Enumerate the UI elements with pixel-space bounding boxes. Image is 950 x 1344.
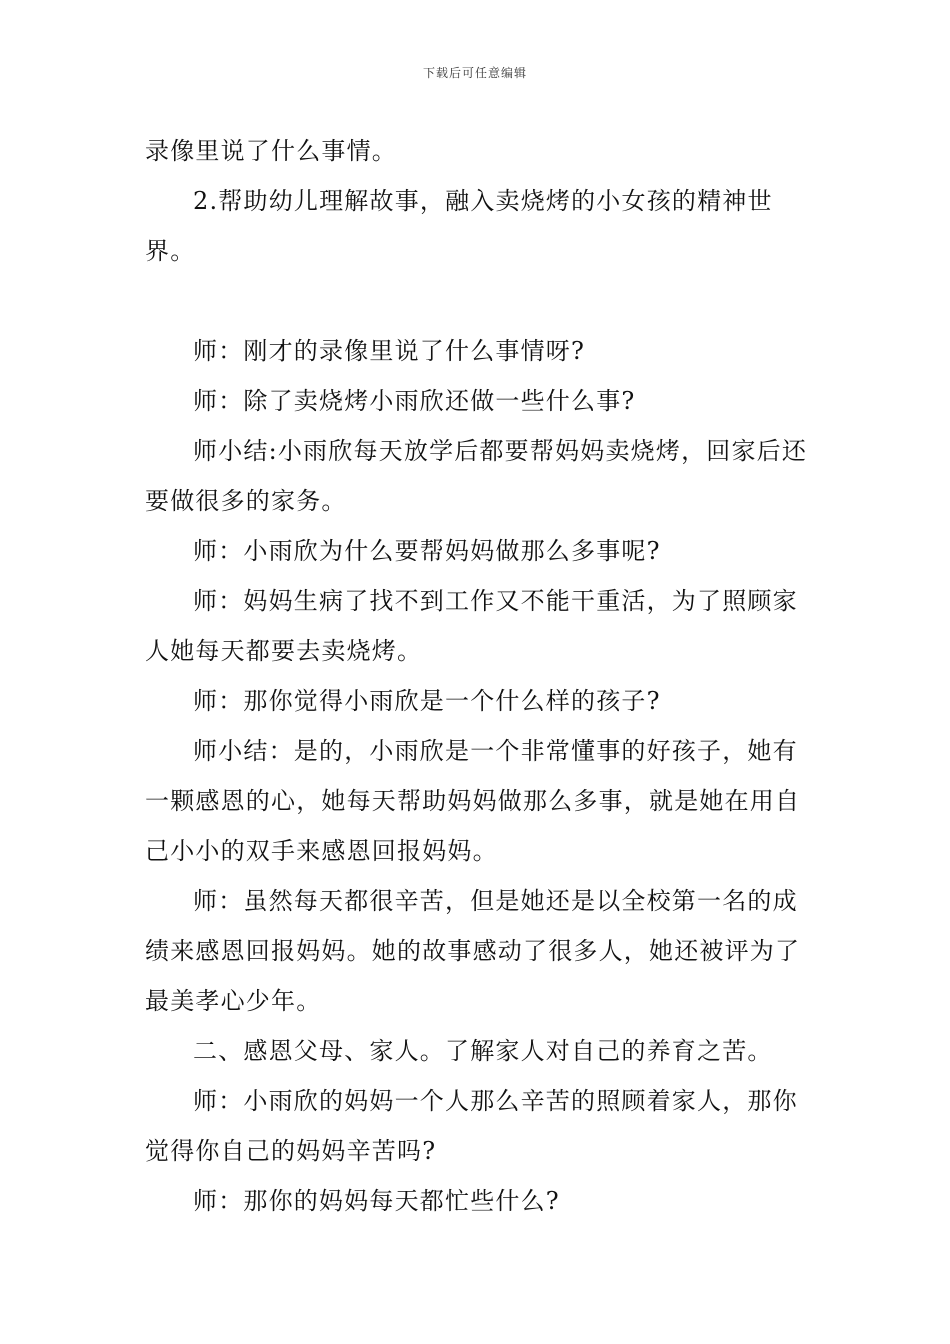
page-header: 下载后可任意编辑 — [422, 66, 527, 80]
paragraph: 师：虽然每天都很辛苦，但是她还是以全校第一名的成绩来感恩回报妈妈。她的故事感动了很多人，她还被评为了最美孝心少年。 — [145, 887, 801, 1015]
blank-line — [145, 276, 810, 326]
paragraph: 师小结：是的，小雨欣是一个非常懂事的好孩子，她有一颗感恩的心，她每天帮助妈妈做那么多事，就是她在用自己小小的双手来感恩回报妈妈。 — [145, 737, 801, 865]
paragraph: 师：那你的妈妈每天都忙些什么? — [193, 1187, 560, 1215]
paragraph: 师：那你觉得小雨欣是一个什么样的孩子? — [193, 687, 661, 715]
paragraph: 师：妈妈生病了找不到工作又不能干重活，为了照顾家人她每天都要去卖烧烤。 — [145, 587, 798, 665]
paragraph: 师：小雨欣为什么要帮妈妈做那么多事呢? — [193, 537, 661, 565]
paragraph: 师：小雨欣的妈妈一个人那么辛苦的照顾着家人，那你觉得你自己的妈妈辛苦吗? — [145, 1087, 798, 1165]
paragraph: 师小结:小雨欣每天放学后都要帮妈妈卖烧烤，回家后还要做很多的家务。 — [145, 437, 808, 515]
paragraph: 师：刚才的录像里说了什么事情呀? — [193, 337, 586, 365]
document-body — [145, 126, 810, 1226]
paragraph: 师：除了卖烧烤小雨欣还做一些什么事? — [193, 387, 636, 415]
paragraph: 录像里说了什么事情。 — [145, 137, 397, 165]
paragraph: 2.帮助幼儿理解故事，融入卖烧烤的小女孩的精神世界。 — [145, 187, 773, 265]
paragraph: 二、感恩父母、家人。了解家人对自己的养育之苦。 — [193, 1037, 773, 1065]
